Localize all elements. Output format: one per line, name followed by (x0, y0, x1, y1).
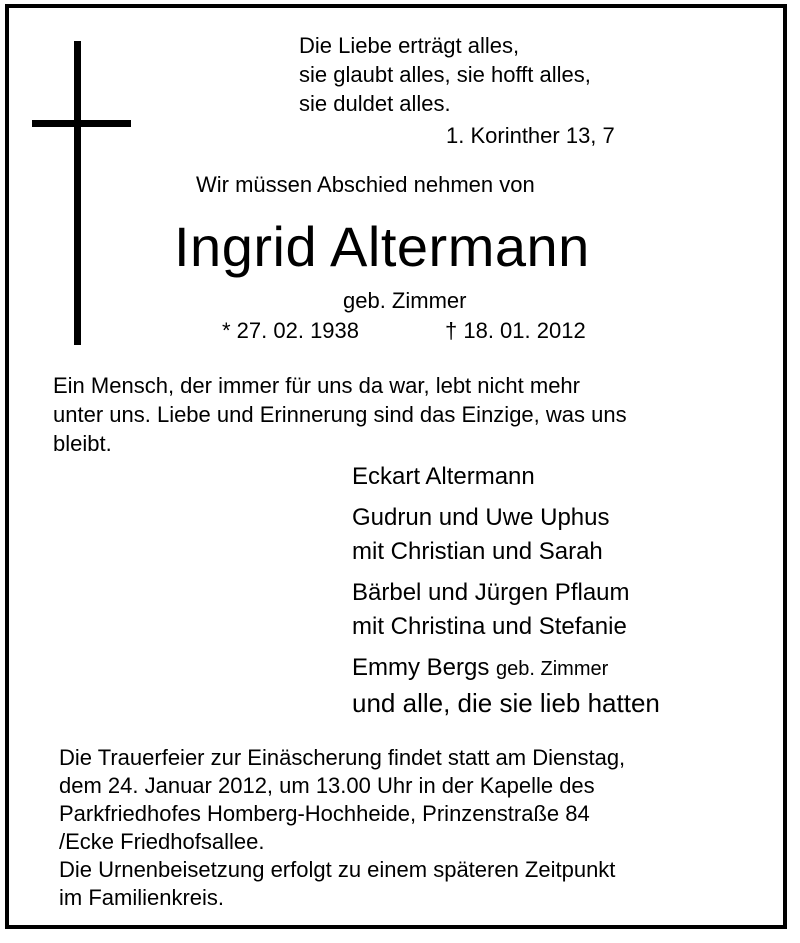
mourner-line: mit Christian und Sarah (352, 538, 603, 565)
birth-date: * 27. 02. 1938 (222, 318, 360, 343)
service-line: /Ecke Friedhofsallee. (59, 829, 265, 854)
mourner-name: Emmy Bergs (352, 654, 490, 681)
mourner-born-name: geb. Zimmer (496, 658, 609, 680)
tribute-line: unter uns. Liebe und Erinnerung sind das Einzige, was uns (53, 402, 627, 427)
cross-horizontal-bar (32, 120, 131, 127)
deceased-born-name: geb. Zimmer (343, 288, 467, 313)
bible-quote (299, 31, 591, 118)
quote-line: Die Liebe erträgt alles, (299, 33, 520, 58)
mourners-list (352, 460, 660, 727)
tribute-line: Ein Mensch, der immer für uns da war, lebt nicht mehr (53, 373, 580, 398)
service-line: dem 24. Januar 2012, um 13.00 Uhr in der Kapelle des (59, 773, 595, 798)
tribute-line: bleibt. (53, 431, 112, 456)
mourner-group (352, 501, 660, 569)
intro-text: Wir müssen Abschied nehmen von (196, 172, 535, 197)
service-line: im Familienkreis. (59, 885, 225, 910)
quote-line: sie duldet alles. (299, 91, 451, 116)
mourner-line: Bärbel und Jürgen Pflaum (352, 579, 630, 606)
quote-line: sie glaubt alles, sie hofft alles, (299, 62, 591, 87)
mourner-line: mit Christina und Stefanie (352, 613, 627, 640)
cross-vertical-bar (74, 41, 81, 345)
mourner-line: und alle, die sie lieb hatten (352, 688, 660, 718)
death-date: † 18. 01. 2012 (445, 318, 586, 343)
service-line: Die Urnenbeisetzung erfolgt zu einem späteren Zeitpunkt (59, 857, 616, 882)
mourner-line: Eckart Altermann (352, 463, 535, 490)
tribute-text (53, 371, 773, 458)
mourner-line: Gudrun und Uwe Uphus (352, 504, 610, 531)
service-line: Parkfriedhofes Homberg-Hochheide, Prinzenstraße 84 (59, 801, 590, 826)
mourner-group (352, 460, 660, 494)
deceased-name: Ingrid Altermann (174, 215, 590, 278)
mourner-group (352, 576, 660, 644)
service-line: Die Trauerfeier zur Einäscherung findet statt am Dienstag, (59, 745, 626, 770)
quote-reference: 1. Korinther 13, 7 (446, 123, 615, 148)
service-info (59, 744, 625, 912)
mourner-group (352, 651, 660, 720)
mourner-line (352, 651, 660, 686)
